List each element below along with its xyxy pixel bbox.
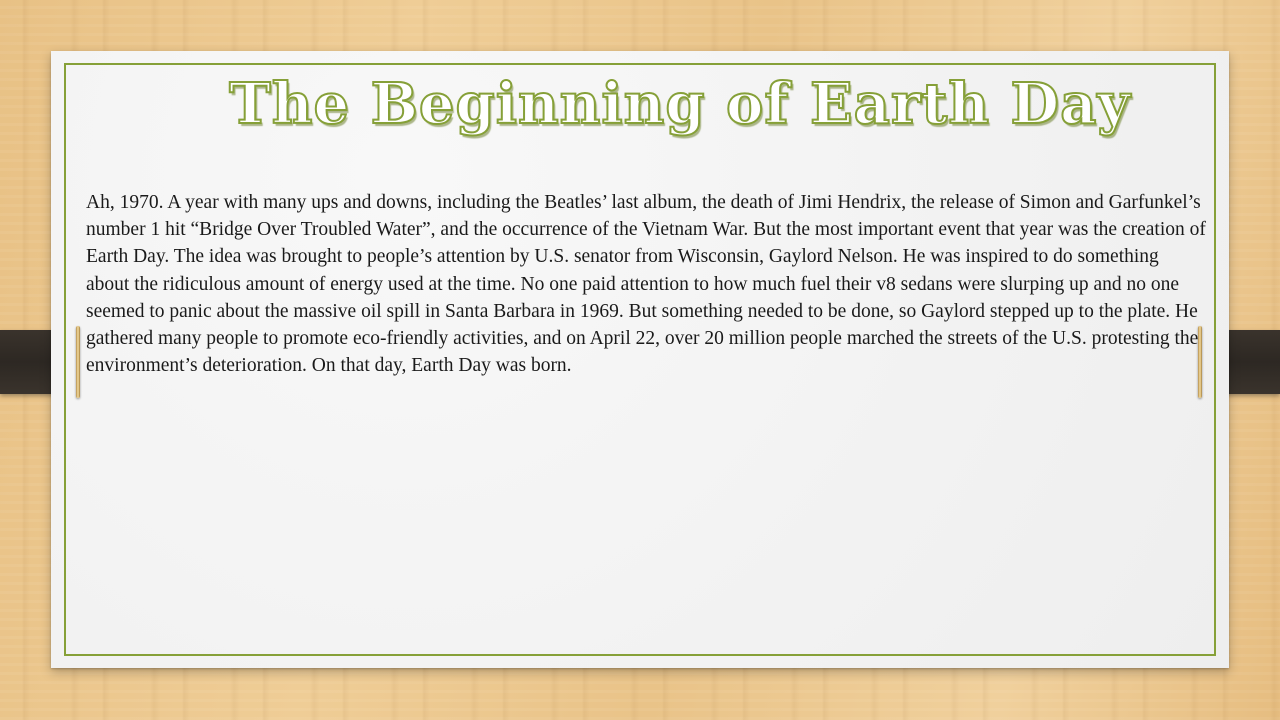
slide-body-text: Ah, 1970. A year with many ups and downs, including the Beatles’ last album, the death of Jimi Hendrix, the release of Simon and Garfunkel’s number 1 hit “Bridge Over Troubled Water”, and the occurrence of the Vietnam War. But the most important event that year was the creation of Earth Day. The idea was brought to people’s attention by U.S. senator from Wisconsin, Gaylord Nelson. He was inspired to do something about the ridiculous amount of energy used at the time. No one paid attention to how much fuel their v8 sedans were slurping up and no one seemed to panic about the massive oil spill in Santa Barbara in 1969. But something needed to be done, so Gaylord stepped up to the plate. He gathered many people to promote eco-friendly activities, and on April 22, over 20 million people marched the streets of the U.S. protesting the environment’s deterioration. On that day, Earth Day was born. — [86, 192, 1206, 377]
slide-paper — [51, 51, 1229, 668]
band-pin-right — [1198, 326, 1202, 398]
slide-title: The Beginning of Earth Day — [229, 71, 1131, 137]
band-pin-left — [76, 326, 80, 398]
